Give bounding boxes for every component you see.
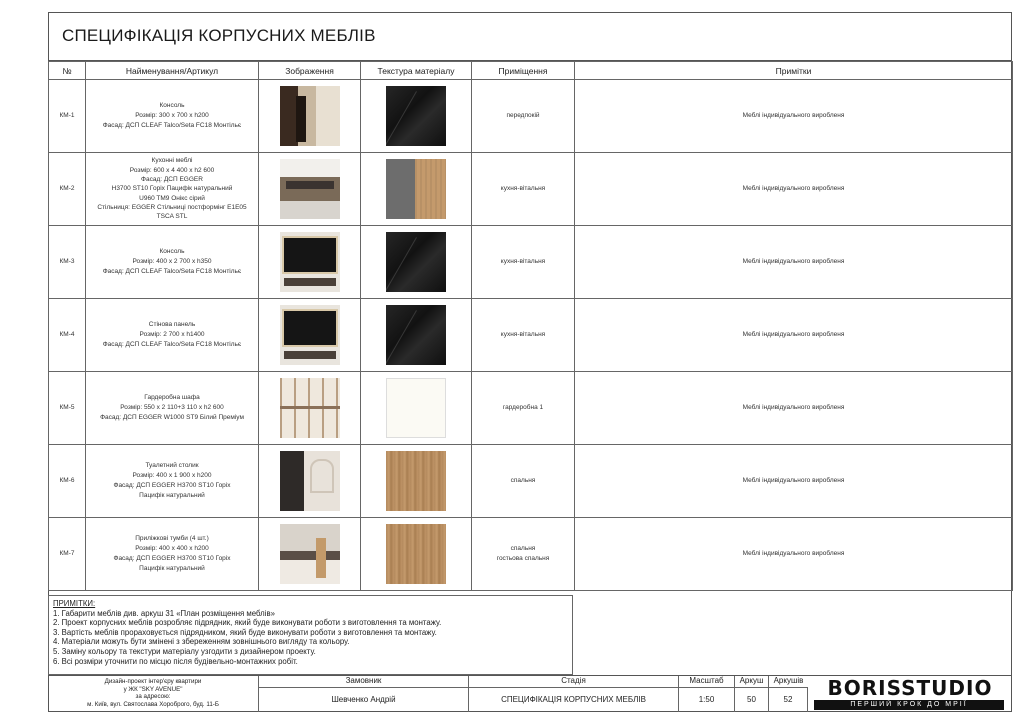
page-title: СПЕЦИФІКАЦІЯ КОРПУСНИХ МЕБЛІВ (62, 26, 376, 45)
studio-logo (808, 676, 1012, 712)
item-image-cell (259, 153, 361, 226)
room-line: кухня-вітальня (500, 185, 546, 192)
item-room (472, 372, 575, 445)
nightstand-image (280, 524, 340, 584)
project-address (48, 676, 258, 712)
item-line: Розмір: 400 x 1 900 x h200 (132, 472, 212, 479)
wardrobe-image (280, 378, 340, 438)
item-description (86, 518, 259, 591)
item-line: Фасад: ДСП CLEAF Talco/Seta FC18 Монтільє (102, 268, 242, 275)
note-item: 1. Габарити меблів див. аркуш 31 «План розміщення меблів» (53, 608, 275, 618)
note-item: 6. Всі розміри уточнити по місцю після будівельно-монтажних робіт. (53, 656, 298, 666)
item-room (472, 518, 575, 591)
title-block (48, 12, 1012, 61)
scale-value: 1:50 (678, 687, 734, 712)
item-texture-cell (361, 518, 472, 591)
console-image (280, 86, 340, 146)
dark-marble-texture (386, 305, 446, 365)
item-line: Розмір: 400 x 400 x h200 (135, 545, 209, 552)
address-line: за адресою: (135, 693, 171, 700)
item-line: Пацифік натуральний (139, 565, 205, 572)
item-image-cell (259, 518, 361, 591)
table-row (49, 153, 1013, 226)
item-image-cell (259, 445, 361, 518)
item-line: H3700 ST10 Горіх Пацифік натуральний (111, 185, 233, 193)
item-note: Меблі індивідуального виробленя (575, 153, 1013, 226)
wood-texture (386, 524, 446, 584)
item-description (86, 445, 259, 518)
item-line: Стінова панель (148, 321, 196, 328)
table-row (49, 445, 1013, 518)
sheets-label: Аркушів (768, 676, 808, 687)
item-line: Фасад: ДСП CLEAF Talco/Seta FC18 Монтільє (102, 122, 242, 129)
item-number: КМ-1 (49, 80, 86, 153)
item-line: Фасад: ДСП CLEAF Talco/Seta FC18 Монтільє (102, 341, 242, 348)
item-image-cell (259, 372, 361, 445)
address-line: Дизайн-проект інтер'єру квартири (104, 678, 202, 685)
room-line: спальня (510, 477, 536, 484)
item-note: Меблі індивідуального виробленя (575, 372, 1013, 445)
table-row (49, 518, 1013, 591)
item-note: Меблі індивідуального виробленя (575, 80, 1013, 153)
white-texture (386, 378, 446, 438)
scale-label: Масштаб (678, 676, 734, 687)
wall-panel-image (280, 305, 340, 365)
dresser-image (280, 451, 340, 511)
stage-value: СПЕЦИФІКАЦІЯ КОРПУСНИХ МЕБЛІВ (468, 687, 678, 712)
sheet-value: 50 (734, 687, 768, 712)
item-room (472, 226, 575, 299)
item-line: Стільниця: EGGER Стільниці постформінг E1E05 (97, 203, 247, 211)
sheet-label: Аркуш (734, 676, 768, 687)
item-line: Розмір: 300 x 700 x h200 (135, 112, 209, 119)
notes-heading: ПРИМІТКИ: (53, 599, 96, 608)
customer-label: Замовник (258, 676, 468, 687)
item-number: КМ-2 (49, 153, 86, 226)
item-description (86, 372, 259, 445)
room-line: кухня-вітальня (500, 258, 546, 265)
item-room (472, 445, 575, 518)
item-line: Гардеробна шафа (144, 394, 200, 401)
stage-label: Стадія (468, 676, 678, 687)
item-number: КМ-4 (49, 299, 86, 372)
item-note: Меблі індивідуального виробленя (575, 226, 1013, 299)
address-line: у ЖК "SKY AVENUE" (123, 685, 183, 693)
item-line: Розмір: 600 x 4 400 x h2 600 (129, 166, 215, 174)
item-line: TSCA STL (156, 213, 188, 221)
item-description (86, 226, 259, 299)
logo-slogan: ПЕРШИЙ КРОК ДО МРІЇ (814, 700, 1004, 710)
header-room: Приміщення (472, 62, 575, 80)
item-number: КМ-5 (49, 372, 86, 445)
item-note: Меблі індивідуального виробленя (575, 445, 1013, 518)
item-number: КМ-6 (49, 445, 86, 518)
item-room (472, 153, 575, 226)
item-texture-cell (361, 226, 472, 299)
dark-marble-texture (386, 86, 446, 146)
header-notes: Примітки (575, 62, 1013, 80)
header-image: Зображення (259, 62, 361, 80)
room-line: спальня (510, 545, 536, 552)
item-line: Кухонні меблі (151, 157, 193, 165)
item-line: Пацифік натуральний (139, 492, 205, 499)
item-line: Консоль (159, 102, 185, 109)
item-line: Фасад: ДСП EGGER (141, 176, 203, 184)
item-texture-cell (361, 153, 472, 226)
spec-table (48, 61, 1013, 591)
dark-marble-texture (386, 232, 446, 292)
item-texture-cell (361, 80, 472, 153)
address-line: м. Київ, вул. Святослава Хороброго, буд. 11-Б (87, 700, 219, 708)
item-line: Приліжкові тумби (4 шт.) (135, 535, 209, 542)
note-item: 5. Заміну кольору та текстури матеріалу узгодити з дизайнером проекту. (53, 646, 316, 656)
customer-value: Шевченко Андрій (258, 687, 468, 712)
item-line: Консоль (159, 248, 185, 255)
item-line: Туалетний столик (145, 462, 199, 469)
item-line: Фасад: ДСП EGGER H3700 ST10 Горіх (113, 555, 231, 562)
item-line: Розмір: 550 x 2 110+3 110 x h2 600 (120, 404, 224, 411)
item-note: Меблі індивідуального виробленя (575, 299, 1013, 372)
item-image-cell (259, 299, 361, 372)
item-room (472, 299, 575, 372)
item-description (86, 80, 259, 153)
item-description (86, 153, 259, 226)
logo-name: BORISSTUDIO (827, 676, 993, 700)
item-number: КМ-7 (49, 518, 86, 591)
note-item: 2. Проект корпусних меблів розробляє підрядник, який буде виконувати роботи з виготовлення та монтажу. (53, 618, 442, 628)
notes-block (48, 595, 573, 675)
item-texture-cell (361, 372, 472, 445)
item-line: Розмір: 400 x 2 700 x h350 (132, 258, 212, 265)
item-number: КМ-3 (49, 226, 86, 299)
header-texture: Текстура матеріалу (361, 62, 472, 80)
room-line: гостьова спальня (496, 555, 550, 562)
item-note: Меблі індивідуального виробленя (575, 518, 1013, 591)
item-line: U960 TM9 Онікс сірий (139, 194, 205, 202)
room-line: передпокій (506, 112, 540, 119)
header-name: Найменування/Артикул (86, 62, 259, 80)
item-line: Фасад: ДСП EGGER W1000 ST9 Білий Преміум (100, 414, 244, 421)
note-item: 4. Матеріали можуть бути змінені з збереженням зовнішнього вигляду та кольору. (53, 637, 350, 647)
tv-console-image (280, 232, 340, 292)
room-line: гардеробна 1 (502, 404, 544, 411)
table-row (49, 299, 1013, 372)
item-description (86, 299, 259, 372)
item-room (472, 80, 575, 153)
table-row (49, 372, 1013, 445)
kitchen-image (280, 159, 340, 219)
note-item: 3. Вартість меблів прораховується підрядником, який буде виконувати роботи з виготовлення та монтажу. (53, 627, 437, 637)
item-line: Розмір: 2 700 x h1400 (139, 331, 205, 338)
table-header-row (49, 62, 1013, 80)
table-row (49, 80, 1013, 153)
grey-wood-texture (386, 159, 446, 219)
room-line: кухня-вітальня (500, 331, 546, 338)
table-row (49, 226, 1013, 299)
item-line: Фасад: ДСП EGGER H3700 ST10 Горіх (113, 482, 231, 489)
item-texture-cell (361, 299, 472, 372)
item-texture-cell (361, 445, 472, 518)
header-number: № (49, 62, 86, 80)
item-image-cell (259, 226, 361, 299)
item-image-cell (259, 80, 361, 153)
sheets-value: 52 (768, 687, 808, 712)
wood-texture (386, 451, 446, 511)
